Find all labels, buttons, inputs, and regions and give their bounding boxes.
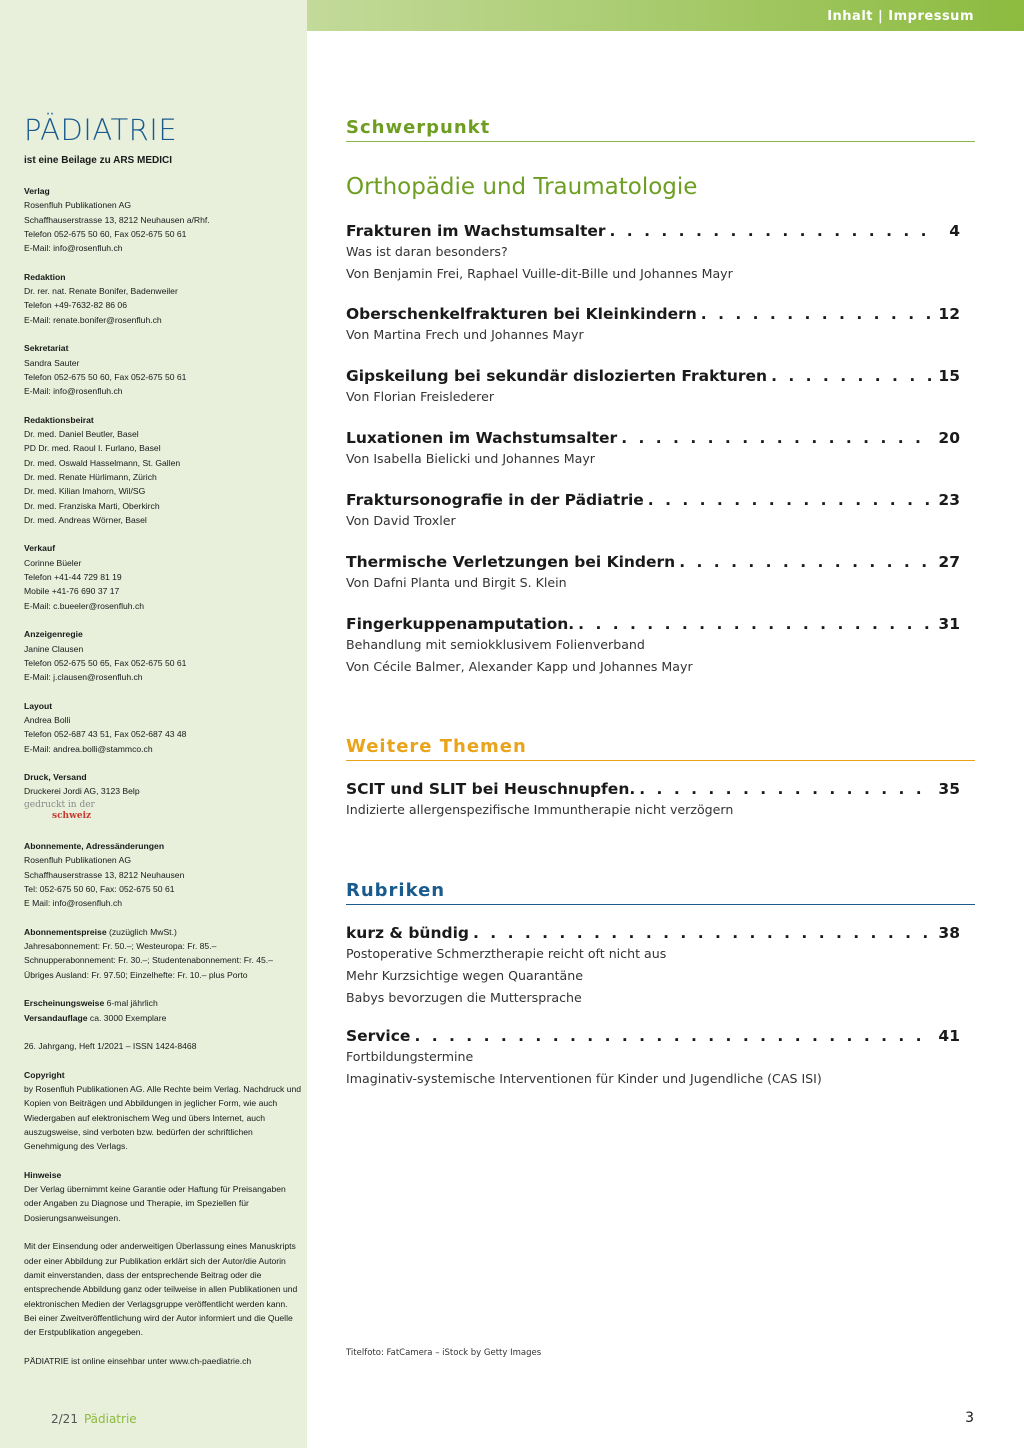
imprint-block xyxy=(24,413,302,527)
imprint-paragraph: Der Verlag übernimmt keine Garantie oder Haftung für Preisangaben oder Angaben zu Diagnose und Therapie, im Speziellen für Dosierungsanweisungen. xyxy=(24,1184,286,1223)
toc-entry-page: 27 xyxy=(938,553,960,571)
imprint-heading: Anzeigenregie xyxy=(24,629,83,640)
toc-entry-title[interactable]: SCIT und SLIT bei Heuschnupfen. xyxy=(346,780,636,798)
imprint-line: Telefon 052-687 43 51, Fax 052-687 43 48 xyxy=(24,729,187,740)
toc-entry-subtitle: Von Isabella Bielicki und Johannes Mayr xyxy=(346,451,595,466)
imprint-block-preise xyxy=(24,925,302,982)
imprint-line: PD Dr. med. Raoul I. Furlano, Basel xyxy=(24,443,161,454)
imprint-line: Corinne Büeler xyxy=(24,557,82,568)
imprint-block xyxy=(24,184,302,255)
imprint-line: Dr. med. Kilian Imahorn, Wil/SG xyxy=(24,486,146,497)
imprint-jahrgang: 26. Jahrgang, Heft 1/2021 – ISSN 1424-8468 xyxy=(24,1041,197,1052)
toc-entry-page: 38 xyxy=(938,924,960,942)
imprint-heading: Verkauf xyxy=(24,543,56,554)
imprint-line: Andrea Bolli xyxy=(24,714,71,725)
imprint-heading: Redaktion xyxy=(24,271,66,282)
toc-entry-page: 20 xyxy=(938,429,960,447)
imprint-line: Übriges Ausland: Fr. 97.50; Einzelhefte: Fr. 10.– plus Porto xyxy=(24,969,248,980)
toc-leader-dots xyxy=(701,305,933,323)
toc-entry-subtitle: Von Cécile Balmer, Alexander Kapp und Johannes Mayr xyxy=(346,659,693,674)
toc-entry-title[interactable]: Thermische Verletzungen bei Kindern xyxy=(346,553,676,571)
imprint-line: Dr. med. Franziska Marti, Oberkirch xyxy=(24,500,160,511)
imprint-block xyxy=(24,627,302,684)
imprint-line: E-Mail: j.clausen@rosenfluh.ch xyxy=(24,672,143,683)
toc-leader-dots xyxy=(473,924,932,942)
imprint-heading: Copyright xyxy=(24,1069,65,1080)
imprint-line: Schaffhauserstrasse 13, 8212 Neuhausen xyxy=(24,869,185,880)
imprint-line: Mobile +41-76 690 37 17 xyxy=(24,586,120,597)
imprint-line: Telefon +41-44 729 81 19 xyxy=(24,572,122,583)
imprint-value: ca. 3000 Exemplare xyxy=(87,1012,167,1023)
toc-entry-page: 35 xyxy=(938,780,960,798)
imprint-value: 6-mal jährlich xyxy=(104,998,158,1009)
imprint-block-druck xyxy=(24,770,302,825)
imprint-auflage-line xyxy=(24,1011,302,1025)
toc-leader-dots xyxy=(610,222,938,240)
imprint-heading: Verlag xyxy=(24,186,50,196)
toc-entry-row[interactable] xyxy=(346,429,960,447)
toc-entry-title[interactable]: Oberschenkelfrakturen bei Kleinkindern xyxy=(346,305,697,323)
imprint-line: E-Mail: andrea.bolli@stammco.ch xyxy=(24,743,153,754)
toc-entry[interactable] xyxy=(346,924,960,1008)
toc-leader-dots xyxy=(578,615,932,633)
imprint-line: Druckerei Jordi AG, 3123 Belp xyxy=(24,786,140,797)
toc-entry-subtitle: Babys bevorzugen die Muttersprache xyxy=(346,990,582,1005)
toc-entry-subtitle: Von Dafni Planta und Birgit S. Klein xyxy=(346,575,567,590)
toc-entry-row[interactable] xyxy=(346,924,960,942)
imprint-line: Dr. med. Oswald Hasselmann, St. Gallen xyxy=(24,457,181,468)
toc-leader-dots xyxy=(679,553,932,571)
imprint-heading: Abonnementspreise xyxy=(24,926,107,937)
header-title: Inhalt | Impressum xyxy=(827,9,974,24)
imprint-block-jahrgang xyxy=(24,1039,302,1053)
imprint-preise-heading-line xyxy=(24,925,302,939)
toc-entry-title[interactable]: Luxationen im Wachstumsalter xyxy=(346,429,618,447)
toc-entry[interactable] xyxy=(346,222,960,284)
magazine-subtitle: ist eine Beilage zu ARS MEDICI xyxy=(24,155,172,166)
imprint-line: Telefon +49-7632-82 86 06 xyxy=(24,300,127,311)
imprint-online: PÄDIATRIE ist online einsehbar unter www.ch-paediatrie.ch xyxy=(24,1355,252,1366)
imprint-block-copyright xyxy=(24,1068,302,1154)
imprint-line: Tel: 052-675 50 60, Fax: 052-675 50 61 xyxy=(24,883,175,894)
toc-entry-row[interactable] xyxy=(346,305,960,323)
imprint-line: Sandra Sauter xyxy=(24,357,80,368)
topic-title: Orthopädie und Traumatologie xyxy=(346,174,698,200)
section-heading-schwerpunkt: Schwerpunkt xyxy=(346,117,975,142)
toc-entry-title[interactable]: kurz & bündig xyxy=(346,924,469,942)
imprint-line: Dr. med. Andreas Wörner, Basel xyxy=(24,514,147,525)
toc-leader-dots xyxy=(771,367,932,385)
imprint-heading: Layout xyxy=(24,700,53,711)
toc-entry-title[interactable]: Fingerkuppenamputation. xyxy=(346,615,575,633)
toc-entry-subtitle: Von David Troxler xyxy=(346,513,456,528)
toc-entry-row[interactable] xyxy=(346,491,960,509)
imprint-text xyxy=(24,184,302,1382)
toc-leader-dots xyxy=(621,429,932,447)
toc-entry-row[interactable] xyxy=(346,780,960,798)
imprint-block xyxy=(24,541,302,612)
toc-entry-page: 41 xyxy=(938,1027,960,1045)
toc-entry-row[interactable] xyxy=(346,367,960,385)
toc-entry-row[interactable] xyxy=(346,1027,960,1045)
stamp-text-2: schweiz xyxy=(52,810,92,821)
imprint-heading: Druck, Versand xyxy=(24,772,87,783)
toc-entry[interactable] xyxy=(346,305,960,345)
toc-leader-dots xyxy=(414,1027,932,1045)
imprint-paragraph: Mit der Einsendung oder anderweitigen Überlassung eines Manuskripts oder einer Abbildung zur Publikation erklärt sich der Autor/die Autorin damit einverstanden, dass der entsprechende Beitrag oder die entsprechende Abbildung ganz oder teilweise in allen Publikationen und elektronischen Medien der Verlagsgruppe veröffentlicht werden kann. Bei einer Zweitveröffentlichung wird der Autor informiert und die Quelle der Erstpublikation angegeben. xyxy=(24,1241,298,1338)
imprint-heading: Versandauflage xyxy=(24,1012,88,1023)
imprint-line: Telefon 052-675 50 60, Fax 052-675 50 61 xyxy=(24,228,187,239)
imprint-block-online xyxy=(24,1354,302,1368)
imprint-sidebar xyxy=(0,0,307,1448)
toc-entry[interactable] xyxy=(346,553,960,593)
toc-entry-subtitle: Was ist daran besonders? xyxy=(346,244,508,259)
toc-entry-subtitle: Von Benjamin Frei, Raphael Vuille-dit-Bille und Johannes Mayr xyxy=(346,266,733,281)
printed-in-switzerland-logo xyxy=(24,799,104,825)
toc-entry-page: 4 xyxy=(949,222,960,240)
imprint-line: E-Mail: renate.bonifer@rosenfluh.ch xyxy=(24,314,162,325)
toc-entry-page: 31 xyxy=(938,615,960,633)
toc-entry-title[interactable]: Fraktursonografie in der Pädiatrie xyxy=(346,491,644,509)
footer-issue: 2/21 xyxy=(51,1412,78,1426)
footer-issue-line xyxy=(51,1412,137,1426)
toc-leader-dots xyxy=(639,780,932,798)
toc-entry-title[interactable]: Frakturen im Wachstumsalter xyxy=(346,222,606,240)
toc-entry-subtitle: Indizierte allergenspezifische Immuntherapie nicht verzögern xyxy=(346,802,734,817)
imprint-heading: Abonnemente, Adressänderungen xyxy=(24,841,165,852)
imprint-block-einsendung xyxy=(24,1239,302,1339)
imprint-block xyxy=(24,270,302,327)
toc-entry[interactable] xyxy=(346,367,960,407)
imprint-line: E Mail: info@rosenfluh.ch xyxy=(24,898,123,909)
imprint-heading: Hinweise xyxy=(24,1169,62,1180)
imprint-line: Dr. med. Daniel Beutler, Basel xyxy=(24,429,139,440)
magazine-logo: PÄDIATRIE xyxy=(24,113,178,147)
toc-entry-subtitle: Postoperative Schmerztherapie reicht oft nicht aus xyxy=(346,946,667,961)
imprint-line: Telefon 052-675 50 60, Fax 052-675 50 61 xyxy=(24,371,187,382)
imprint-erscheinung-line xyxy=(24,996,302,1010)
toc-entry[interactable] xyxy=(346,491,960,531)
imprint-heading: Erscheinungsweise xyxy=(24,998,105,1009)
imprint-line: Dr. med. Renate Hürlimann, Zürich xyxy=(24,471,157,482)
imprint-line: Jahresabonnement: Fr. 50.–; Westeuropa: Fr. 85.– xyxy=(24,941,217,952)
section-heading-rubriken: Rubriken xyxy=(346,880,975,905)
toc-entry-subtitle: Mehr Kurzsichtige wegen Quarantäne xyxy=(346,968,583,983)
toc-entry-subtitle: Imaginativ-systemische Interventionen für Kinder und Jugendliche (CAS ISI) xyxy=(346,1071,822,1086)
toc-entry[interactable] xyxy=(346,1027,960,1089)
toc-entry-row[interactable] xyxy=(346,222,960,240)
toc-entry-page: 23 xyxy=(938,491,960,509)
toc-entry-title[interactable]: Service xyxy=(346,1027,411,1045)
imprint-heading-suffix: (zuzüglich MwSt.) xyxy=(106,926,177,937)
photo-credit: Titelfoto: FatCamera – iStock by Getty Images xyxy=(346,1348,542,1358)
imprint-line: Telefon 052-675 50 65, Fax 052-675 50 61 xyxy=(24,657,187,668)
toc-entry-subtitle: Behandlung mit semiokklusivem Folienverband xyxy=(346,637,645,652)
page-number: 3 xyxy=(965,1410,974,1426)
footer-magazine: Pädiatrie xyxy=(83,1412,137,1426)
imprint-block xyxy=(24,341,302,398)
toc-leader-dots xyxy=(648,491,933,509)
toc-entry-page: 15 xyxy=(938,367,960,385)
toc-entry[interactable] xyxy=(346,780,960,820)
imprint-line: Rosenfluh Publikationen AG xyxy=(24,855,132,866)
imprint-block xyxy=(24,699,302,756)
toc-entry-row[interactable] xyxy=(346,615,960,633)
section-heading-weitere-themen: Weitere Themen xyxy=(346,736,975,761)
toc-entry-subtitle: Fortbildungstermine xyxy=(346,1049,474,1064)
toc-entry-page: 12 xyxy=(938,305,960,323)
imprint-heading: Redaktionsbeirat xyxy=(24,414,94,425)
header-bar xyxy=(307,0,1024,31)
imprint-paragraph: by Rosenfluh Publikationen AG. Alle Rechte beim Verlag. Nachdruck und Kopien von Beiträgen und Abbildungen in jeglicher Form, wie auch Wiedergaben auf elektronischem Weg und übers Internet, auch auszugsweise, sind verboten bzw. bedürfen der schriftlichen Genehmigung des Verlags. xyxy=(24,1084,302,1152)
imprint-line: Rosenfluh Publikationen AG xyxy=(24,200,132,211)
imprint-line: Janine Clausen xyxy=(24,643,84,654)
imprint-heading: Sekretariat xyxy=(24,343,69,354)
toc-entry[interactable] xyxy=(346,615,960,677)
stamp-text-1: gedruckt in der xyxy=(24,799,95,810)
toc-entry-row[interactable] xyxy=(346,553,960,571)
imprint-line: Schnupperabonnement: Fr. 30.–; Studentenabonnement: Fr. 45.– xyxy=(24,955,273,966)
toc-entry-subtitle: Von Florian Freislederer xyxy=(346,389,495,404)
imprint-line: E-Mail: info@rosenfluh.ch xyxy=(24,243,123,254)
imprint-block-abo xyxy=(24,839,302,910)
imprint-block-erscheinung xyxy=(24,996,302,1025)
imprint-line: Schaffhauserstrasse 13, 8212 Neuhausen a/Rhf. xyxy=(24,214,210,225)
imprint-line: E-Mail: info@rosenfluh.ch xyxy=(24,386,123,397)
imprint-line: Dr. rer. nat. Renate Bonifer, Badenweiler xyxy=(24,286,178,297)
imprint-line: E-Mail: c.bueeler@rosenfluh.ch xyxy=(24,600,145,611)
toc-entry-title[interactable]: Gipskeilung bei sekundär dislozierten Frakturen xyxy=(346,367,768,385)
toc-entry[interactable] xyxy=(346,429,960,469)
toc-entry-subtitle: Von Martina Frech und Johannes Mayr xyxy=(346,327,584,342)
imprint-block-hinweis xyxy=(24,1168,302,1225)
